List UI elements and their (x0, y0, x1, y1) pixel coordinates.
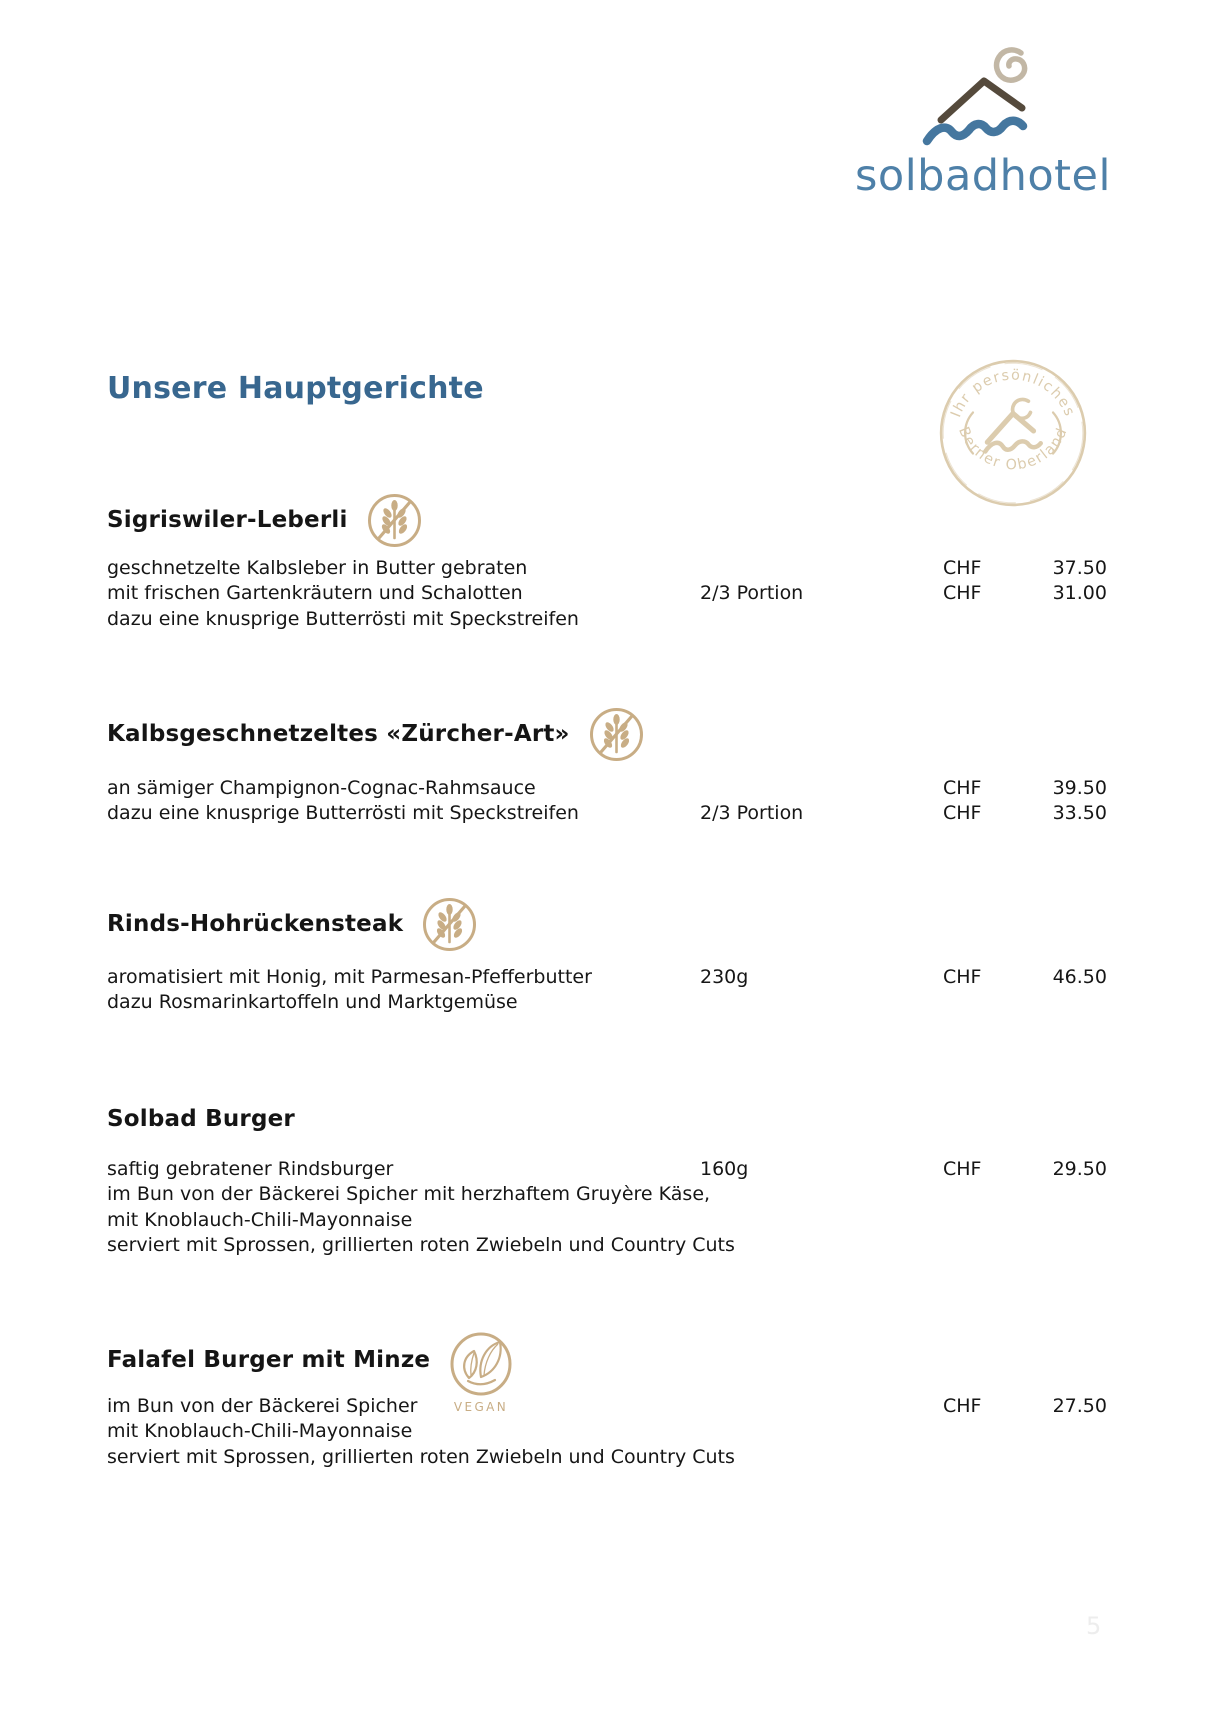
page-title: Unsere Hauptgerichte (107, 371, 484, 406)
line-portion: 160g (700, 1158, 749, 1180)
item-description (107, 776, 1107, 827)
line-text: aromatisiert mit Honig, mit Parmesan-Pfefferbutter (107, 966, 592, 988)
line-price: 39.50 (1052, 777, 1107, 799)
stamp-graphic (936, 356, 1090, 510)
berner-oberland-stamp (936, 356, 1090, 510)
description-line (107, 1182, 1107, 1207)
line-currency: CHF (943, 557, 982, 579)
line-currency: CHF (943, 1158, 982, 1180)
glutenfree-icon (588, 706, 645, 767)
item-heading-row (107, 1104, 1107, 1134)
line-price: 27.50 (1052, 1395, 1107, 1417)
item-heading-row (107, 896, 1107, 957)
description-line (107, 1394, 1107, 1419)
brand-wordmark: solbadhotel (855, 151, 1111, 201)
line-currency: CHF (943, 777, 982, 799)
line-price: 29.50 (1052, 1158, 1107, 1180)
mountain-icon (941, 81, 1022, 120)
stamp-top-text: Ihr persönliches (948, 367, 1078, 420)
sun-spiral-icon (997, 50, 1025, 80)
item-description (107, 965, 1107, 1016)
item-heading-row (107, 492, 1107, 553)
line-price: 31.00 (1052, 582, 1107, 605)
line-portion (700, 776, 943, 801)
stamp-wave-icon (985, 441, 1040, 451)
line-portion: 230g (700, 966, 749, 988)
description-line (107, 776, 1107, 801)
item-name: Rinds-Hohrückensteak (107, 911, 404, 937)
stamp-sun-icon (1013, 399, 1031, 418)
line-price: 46.50 (1052, 966, 1107, 988)
menu-item-kalbsgeschnetzeltes (107, 706, 1107, 825)
line-currency: CHF (943, 966, 982, 988)
item-description (107, 1157, 1107, 1259)
line-currency: CHF (943, 802, 982, 825)
item-name: Falafel Burger mit Minze (107, 1347, 431, 1373)
line-text: im Bun von der Bäckerei Spicher (107, 1395, 418, 1417)
line-text: mit frischen Gartenkräutern und Schalotten (107, 582, 523, 605)
glutenfree-icon (366, 492, 423, 553)
description-line (107, 1208, 1107, 1233)
page-number: 5 (1086, 1612, 1102, 1640)
item-description (107, 556, 1107, 632)
line-text: im Bun von der Bäckerei Spicher mit herzhaftem Gruyère Käse, (107, 1183, 711, 1206)
item-name: Kalbsgeschnetzeltes «Zürcher-Art» (107, 721, 570, 747)
line-portion (700, 1394, 943, 1419)
description-line (107, 1419, 1107, 1444)
line-text: serviert mit Sprossen, grillierten roten Zwiebeln und Country Cuts (107, 1234, 735, 1257)
vegan-icon-label: VEGAN (454, 1400, 509, 1414)
description-line (107, 1445, 1107, 1470)
line-text: saftig gebratener Rindsburger (107, 1158, 394, 1180)
menu-item-falafel-burger (107, 1331, 1107, 1468)
line-portion: 2/3 Portion (700, 802, 804, 825)
menu-item-sigriswiler-leberli (107, 492, 1107, 630)
description-line (107, 1233, 1107, 1258)
description-line (107, 965, 1107, 990)
line-portion (700, 556, 943, 581)
item-name: Solbad Burger (107, 1106, 295, 1132)
line-text: mit Knoblauch-Chili-Mayonnaise (107, 1208, 413, 1231)
description-line (107, 607, 1107, 632)
description-line (107, 1157, 1107, 1182)
line-text: dazu eine knusprige Butterrösti mit Speckstreifen (107, 607, 579, 630)
line-text: mit Knoblauch-Chili-Mayonnaise (107, 1420, 413, 1443)
line-price: 33.50 (1052, 802, 1107, 825)
glutenfree-icon (421, 896, 478, 957)
menu-item-solbad-burger (107, 1104, 1107, 1257)
description-line (107, 801, 1107, 826)
line-text: dazu Rosmarinkartoffeln und Marktgemüse (107, 991, 518, 1014)
line-text: dazu eine knusprige Butterrösti mit Speckstreifen (107, 802, 579, 825)
hotel-logo (853, 40, 1115, 202)
line-text: serviert mit Sprossen, grillierten roten Zwiebeln und Country Cuts (107, 1445, 735, 1468)
line-currency: CHF (943, 1395, 982, 1417)
item-name: Sigriswiler-Leberli (107, 507, 348, 533)
line-currency: CHF (943, 582, 982, 605)
line-text: geschnetzelte Kalbsleber in Butter gebraten (107, 557, 528, 579)
item-description (107, 1394, 1107, 1470)
line-text: an sämiger Champignon-Cognac-Rahmsauce (107, 777, 536, 799)
line-price: 37.50 (1052, 557, 1107, 579)
description-line (107, 581, 1107, 606)
item-heading-row (107, 706, 1107, 767)
description-line (107, 990, 1107, 1015)
hotel-logo-graphic (853, 40, 1115, 202)
description-line (107, 556, 1107, 581)
menu-item-rinds-hohrueckensteak (107, 896, 1107, 1014)
wave-icon (927, 121, 1023, 141)
stamp-bottom-text: Berner Oberland (955, 424, 1071, 474)
line-portion: 2/3 Portion (700, 582, 804, 605)
